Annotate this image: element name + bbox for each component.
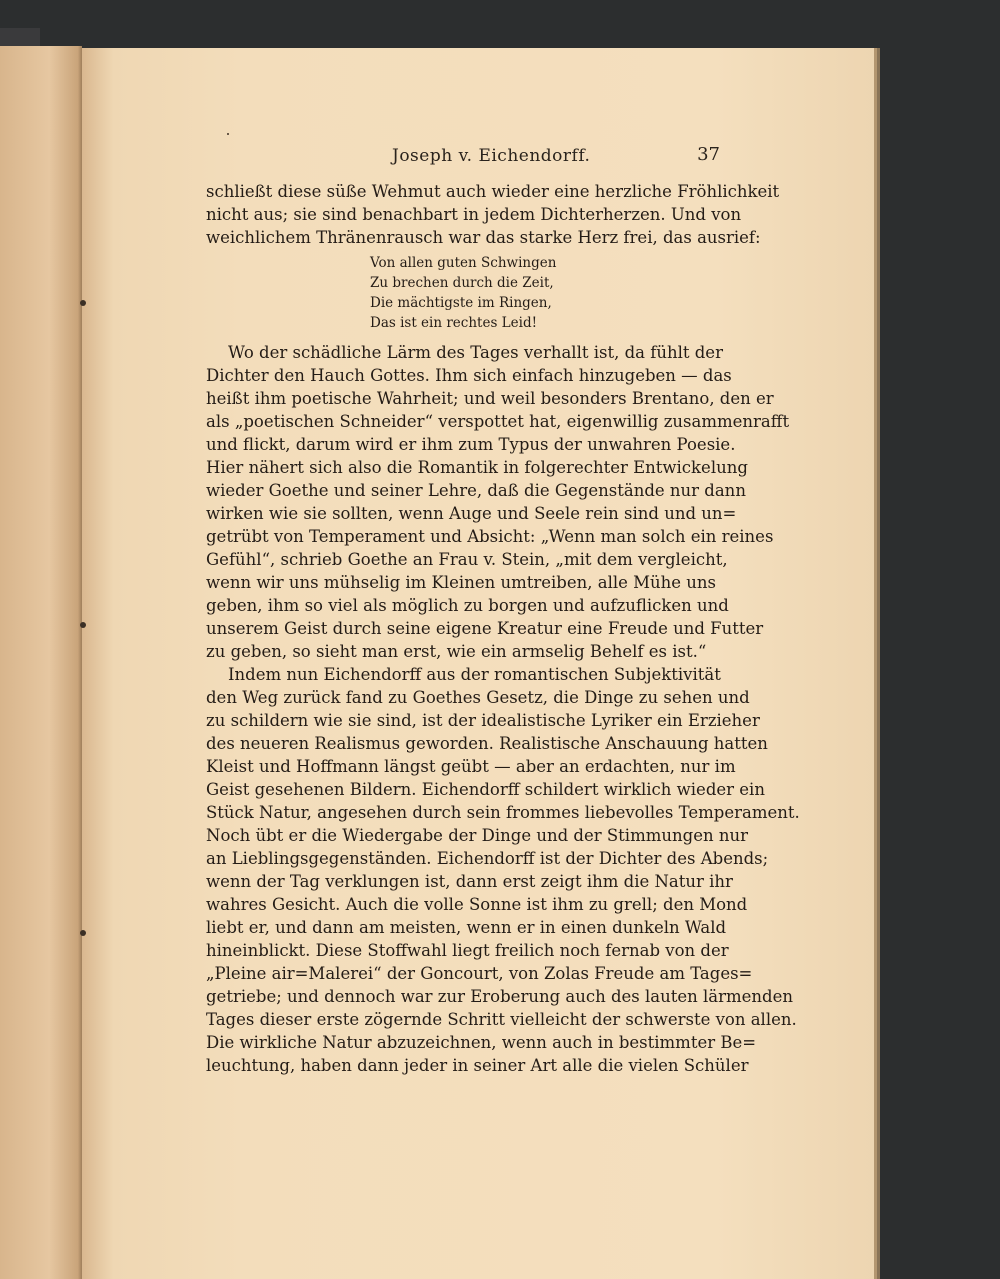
- text-line: Die wirkliche Natur abzuzeichnen, wenn auch in bestimmter Be=: [206, 1033, 757, 1052]
- text-line: Kleist und Hoffmann längst geübt — aber an erdachten, nur im: [206, 757, 736, 776]
- text-line: liebt er, und dann am meisten, wenn er in einen dunkeln Wald: [206, 918, 727, 937]
- text-line: wenn wir uns mühselig im Kleinen umtreiben, alle Mühe uns: [206, 573, 717, 592]
- text-line: des neueren Realismus geworden. Realistische Anschauung hatten: [206, 734, 768, 753]
- text-line: und flickt, darum wird er ihm zum Typus der unwahren Poesie.: [206, 435, 736, 454]
- binding-mark: [80, 300, 86, 306]
- text-line: zu schildern wie sie sind, ist der idealistische Lyriker ein Erzieher: [206, 711, 760, 730]
- text-line: wenn der Tag verklungen ist, dann erst zeigt ihm die Natur ihr: [206, 872, 733, 891]
- body-text: [206, 180, 800, 1077]
- text-line: Geist gesehenen Bildern. Eichendorff schildert wirklich wieder ein: [206, 780, 765, 799]
- text-line: Wo der schädliche Lärm des Tages verhallt ist, da fühlt der: [228, 343, 723, 362]
- page-number: 37: [697, 144, 720, 165]
- text-line: wahres Gesicht. Auch die volle Sonne ist ihm zu grell; den Mond: [206, 895, 748, 914]
- text-line: als „poetischen Schneider“ verspottet hat, eigenwillig zusammenrafft: [206, 412, 790, 431]
- verse-line: Von allen guten Schwingen: [370, 255, 557, 271]
- text-line: getrübt von Temperament und Absicht: „Wenn man solch ein reines: [206, 527, 774, 546]
- text-line: Noch übt er die Wiedergabe der Dinge und der Stimmungen nur: [206, 826, 748, 845]
- text-line: Stück Natur, angesehen durch sein frommes liebevolles Temperament.: [206, 803, 800, 822]
- running-title: Joseph v. Eichendorff.: [392, 146, 591, 166]
- text-line: leuchtung, haben dann jeder in seiner Art alle die vielen Schüler: [206, 1056, 749, 1075]
- text-line: wieder Goethe und seiner Lehre, daß die Gegenstände nur dann: [206, 481, 746, 500]
- text-line: unserem Geist durch seine eigene Kreatur eine Freude und Futter: [206, 619, 764, 638]
- verse-quote: [206, 249, 714, 341]
- text-line: wirken wie sie sollten, wenn Auge und Seele rein sind und un=: [206, 504, 737, 523]
- text-line: nicht aus; sie sind benachbart in jedem Dichterherzen. Und von: [206, 205, 742, 224]
- text-line: an Lieblingsgegenständen. Eichendorff ist der Dichter des Abends;: [206, 849, 769, 868]
- verse-line: Die mächtigste im Ringen,: [370, 295, 552, 311]
- text-line: hineinblickt. Diese Stoffwahl liegt freilich noch fernab von der: [206, 941, 729, 960]
- text-line: weichlichem Thränenrausch war das starke Herz frei, das ausrief:: [206, 228, 761, 247]
- book-cover-edge: [0, 28, 40, 48]
- text-line: heißt ihm poetische Wahrheit; und weil besonders Brentano, den er: [206, 389, 774, 408]
- text-line: schließt diese süße Wehmut auch wieder eine herzliche Fröhlichkeit: [206, 182, 780, 201]
- text-line: „Pleine air=Malerei“ der Goncourt, von Zolas Freude am Tages=: [206, 964, 753, 983]
- previous-page-edge: [0, 46, 82, 1279]
- text-line: zu geben, so sieht man erst, wie ein armselig Behelf es ist.“: [206, 642, 707, 661]
- page-header: [120, 142, 720, 172]
- text-line: getriebe; und dennoch war zur Eroberung auch des lauten lärmenden: [206, 987, 794, 1006]
- binding-mark: [80, 622, 86, 628]
- verse-line: Das ist ein rechtes Leid!: [370, 315, 538, 331]
- verse-line: Zu brechen durch die Zeit,: [370, 275, 554, 291]
- text-line: Dichter den Hauch Gottes. Ihm sich einfach hinzugeben — das: [206, 366, 732, 385]
- text-line: Gefühl“, schrieb Goethe an Frau v. Stein, „mit dem vergleicht,: [206, 550, 728, 569]
- paper-speck: [227, 133, 229, 135]
- text-line: Tages dieser erste zögernde Schritt vielleicht der schwerste von allen.: [206, 1010, 797, 1029]
- binding-mark: [80, 930, 86, 936]
- text-line: den Weg zurück fand zu Goethes Gesetz, die Dinge zu sehen und: [206, 688, 750, 707]
- text-line: Hier nähert sich also die Romantik in folgerechter Entwickelung: [206, 458, 748, 477]
- text-line: geben, ihm so viel als möglich zu borgen und aufzuflicken und: [206, 596, 729, 615]
- text-line: Indem nun Eichendorff aus der romantischen Subjektivität: [228, 665, 721, 684]
